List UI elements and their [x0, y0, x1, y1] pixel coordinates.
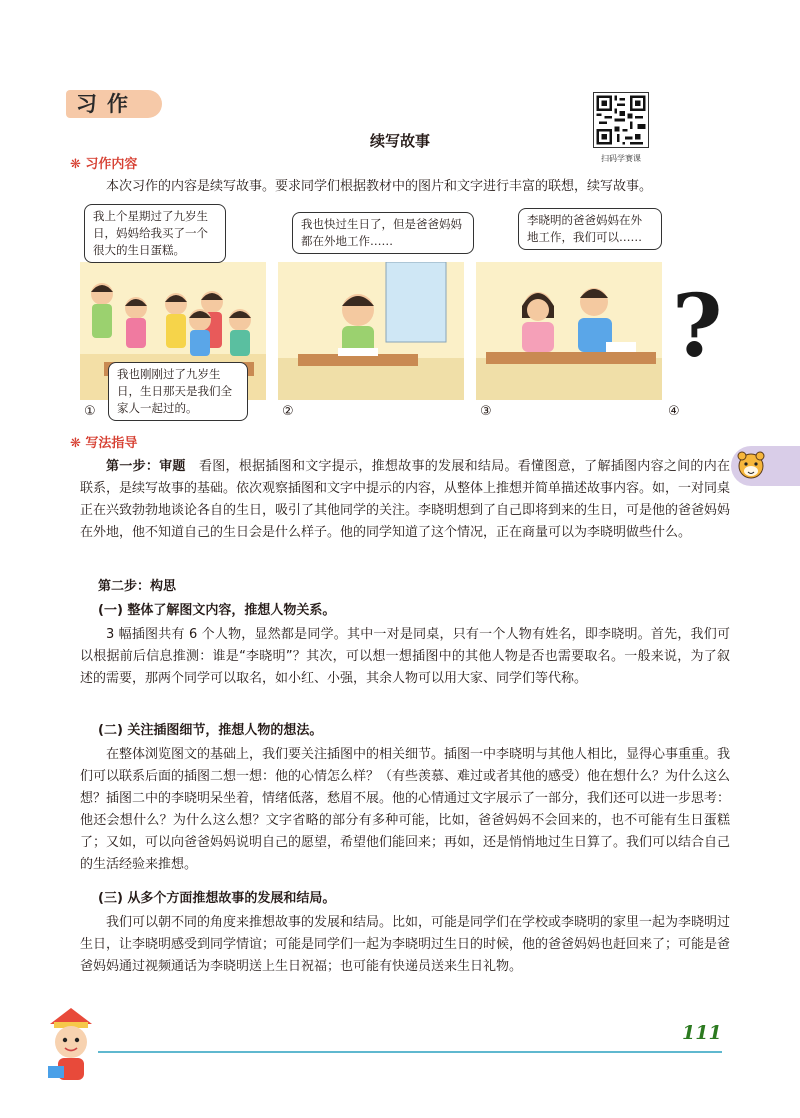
mascot-icon	[38, 1006, 104, 1086]
step2-label: 第二步：构思	[98, 579, 177, 594]
illustration-panel-3	[476, 262, 662, 400]
qr-caption: 扫码学赛课	[601, 154, 641, 163]
content-intro: 本次习作的内容是续写故事。要求同学们根据教材中的图片和文字进行丰富的联想，续写故事。	[106, 179, 653, 194]
speech-bubble-3: 李晓明的爸爸妈妈在外地工作，我们可以……	[518, 208, 662, 250]
panel-number-3: ③	[480, 404, 492, 419]
footer-line	[98, 1051, 722, 1053]
step1-label: 第一步：审题	[106, 459, 186, 474]
speech-bubble-1-top: 我上个星期过了九岁生日，妈妈给我买了一个很大的生日蛋糕。	[84, 204, 226, 263]
speech-bubble-1-bottom: 我也刚刚过了九岁生日，生日那天是我们全家人一起过的。	[108, 362, 248, 421]
part3-heading: (三) 从多个方面推想故事的发展和结局。	[98, 891, 336, 906]
step1-paragraph	[80, 456, 730, 544]
section-tab	[66, 90, 162, 118]
question-mark: ?	[672, 276, 723, 377]
deskmates-illustration	[476, 262, 662, 400]
tiger-face-icon	[736, 450, 766, 480]
part3-text: 我们可以朝不同的角度来推想故事的发展和结局。比如，可能是同学们在学校或李晓明的家里一起为李晓明过生日，让李晓明感受到同学情谊；可能是同学们一起为李晓明过生日的时候，他的爸爸妈妈也赶回来了；可能是爸爸妈妈通过视频通话为李晓明送上生日祝福；也可能有快递员送来生日礼物。	[80, 915, 731, 974]
guide-heading: ❋ 写法指导	[70, 436, 138, 451]
section-label: 习作	[76, 92, 138, 116]
classroom-boy-illustration	[278, 262, 464, 400]
illustration-panel-2	[278, 262, 464, 400]
part2-heading: (二) 关注插图细节，推想人物的想法。	[98, 723, 323, 738]
content-heading: ❋ 习作内容	[70, 157, 138, 172]
part1-text: 3 幅插图共有 6 个人物，显然都是同学。其中一对是同桌，只有一个人物有姓名，即李晓明。首先，我们可以根据前后信息推测：谁是“李晓明”？其次，可以想一想插图中的其他人物是否也需要取名。一般来说，为了叙述的需要，那两个同学可以取名，如小红、小强，其余人物可以用大家、同学们等代称。	[80, 627, 730, 686]
panel-number-1: ①	[84, 404, 96, 419]
step1-text: 看图，根据插图和文字提示，推想故事的发展和结局。看懂图意，了解插图内容之间的内在联系，是续写故事的基础。依次观察插图和文字中提示的内容，从整体上推想并简单描述故事内容。如，一对同桌正在兴致勃勃地谈论各自的生日，吸引了其他同学的关注。李晓明想到了自己即将到来的生日，可是他的爸爸妈妈在外地，他不知道自己的生日会是什么样子。他的同学知道了这个情况，正在商量可以为李晓明做些什么。	[80, 459, 731, 540]
part1-heading: (一) 整体了解图文内容，推想人物关系。	[98, 603, 336, 618]
panel-number-2: ②	[282, 404, 294, 419]
page-number: 111	[682, 1022, 722, 1044]
part2-text: 在整体浏览图文的基础上，我们要关注插图中的相关细节。插图一中李晓明与其他人相比，显得心事重重。我们可以联系后面的插图二想一想：他的心情怎么样？（有些羡慕、难过或者其他的感受）他在想什么？为什么这么想？插图二中的李晓明呆坐着，情绪低落，愁眉不展。他的心情通过文字展示了一部分，我们还可以进一步思考：他还会想什么？为什么这么想？文字省略的部分有多种可能，比如，爸爸妈妈不会回来的，也不可能有生日蛋糕了；又如，可以向爸爸妈妈说明自己的愿望，希望他们能回来；再如，还是悄悄地过生日算了。我们可以结合自己的生活经验来推想。	[80, 747, 731, 872]
speech-bubble-2: 我也快过生日了，但是爸爸妈妈都在外地工作……	[292, 212, 474, 254]
panel-number-4: ④	[668, 404, 680, 419]
page-title: 续写故事	[369, 132, 430, 150]
